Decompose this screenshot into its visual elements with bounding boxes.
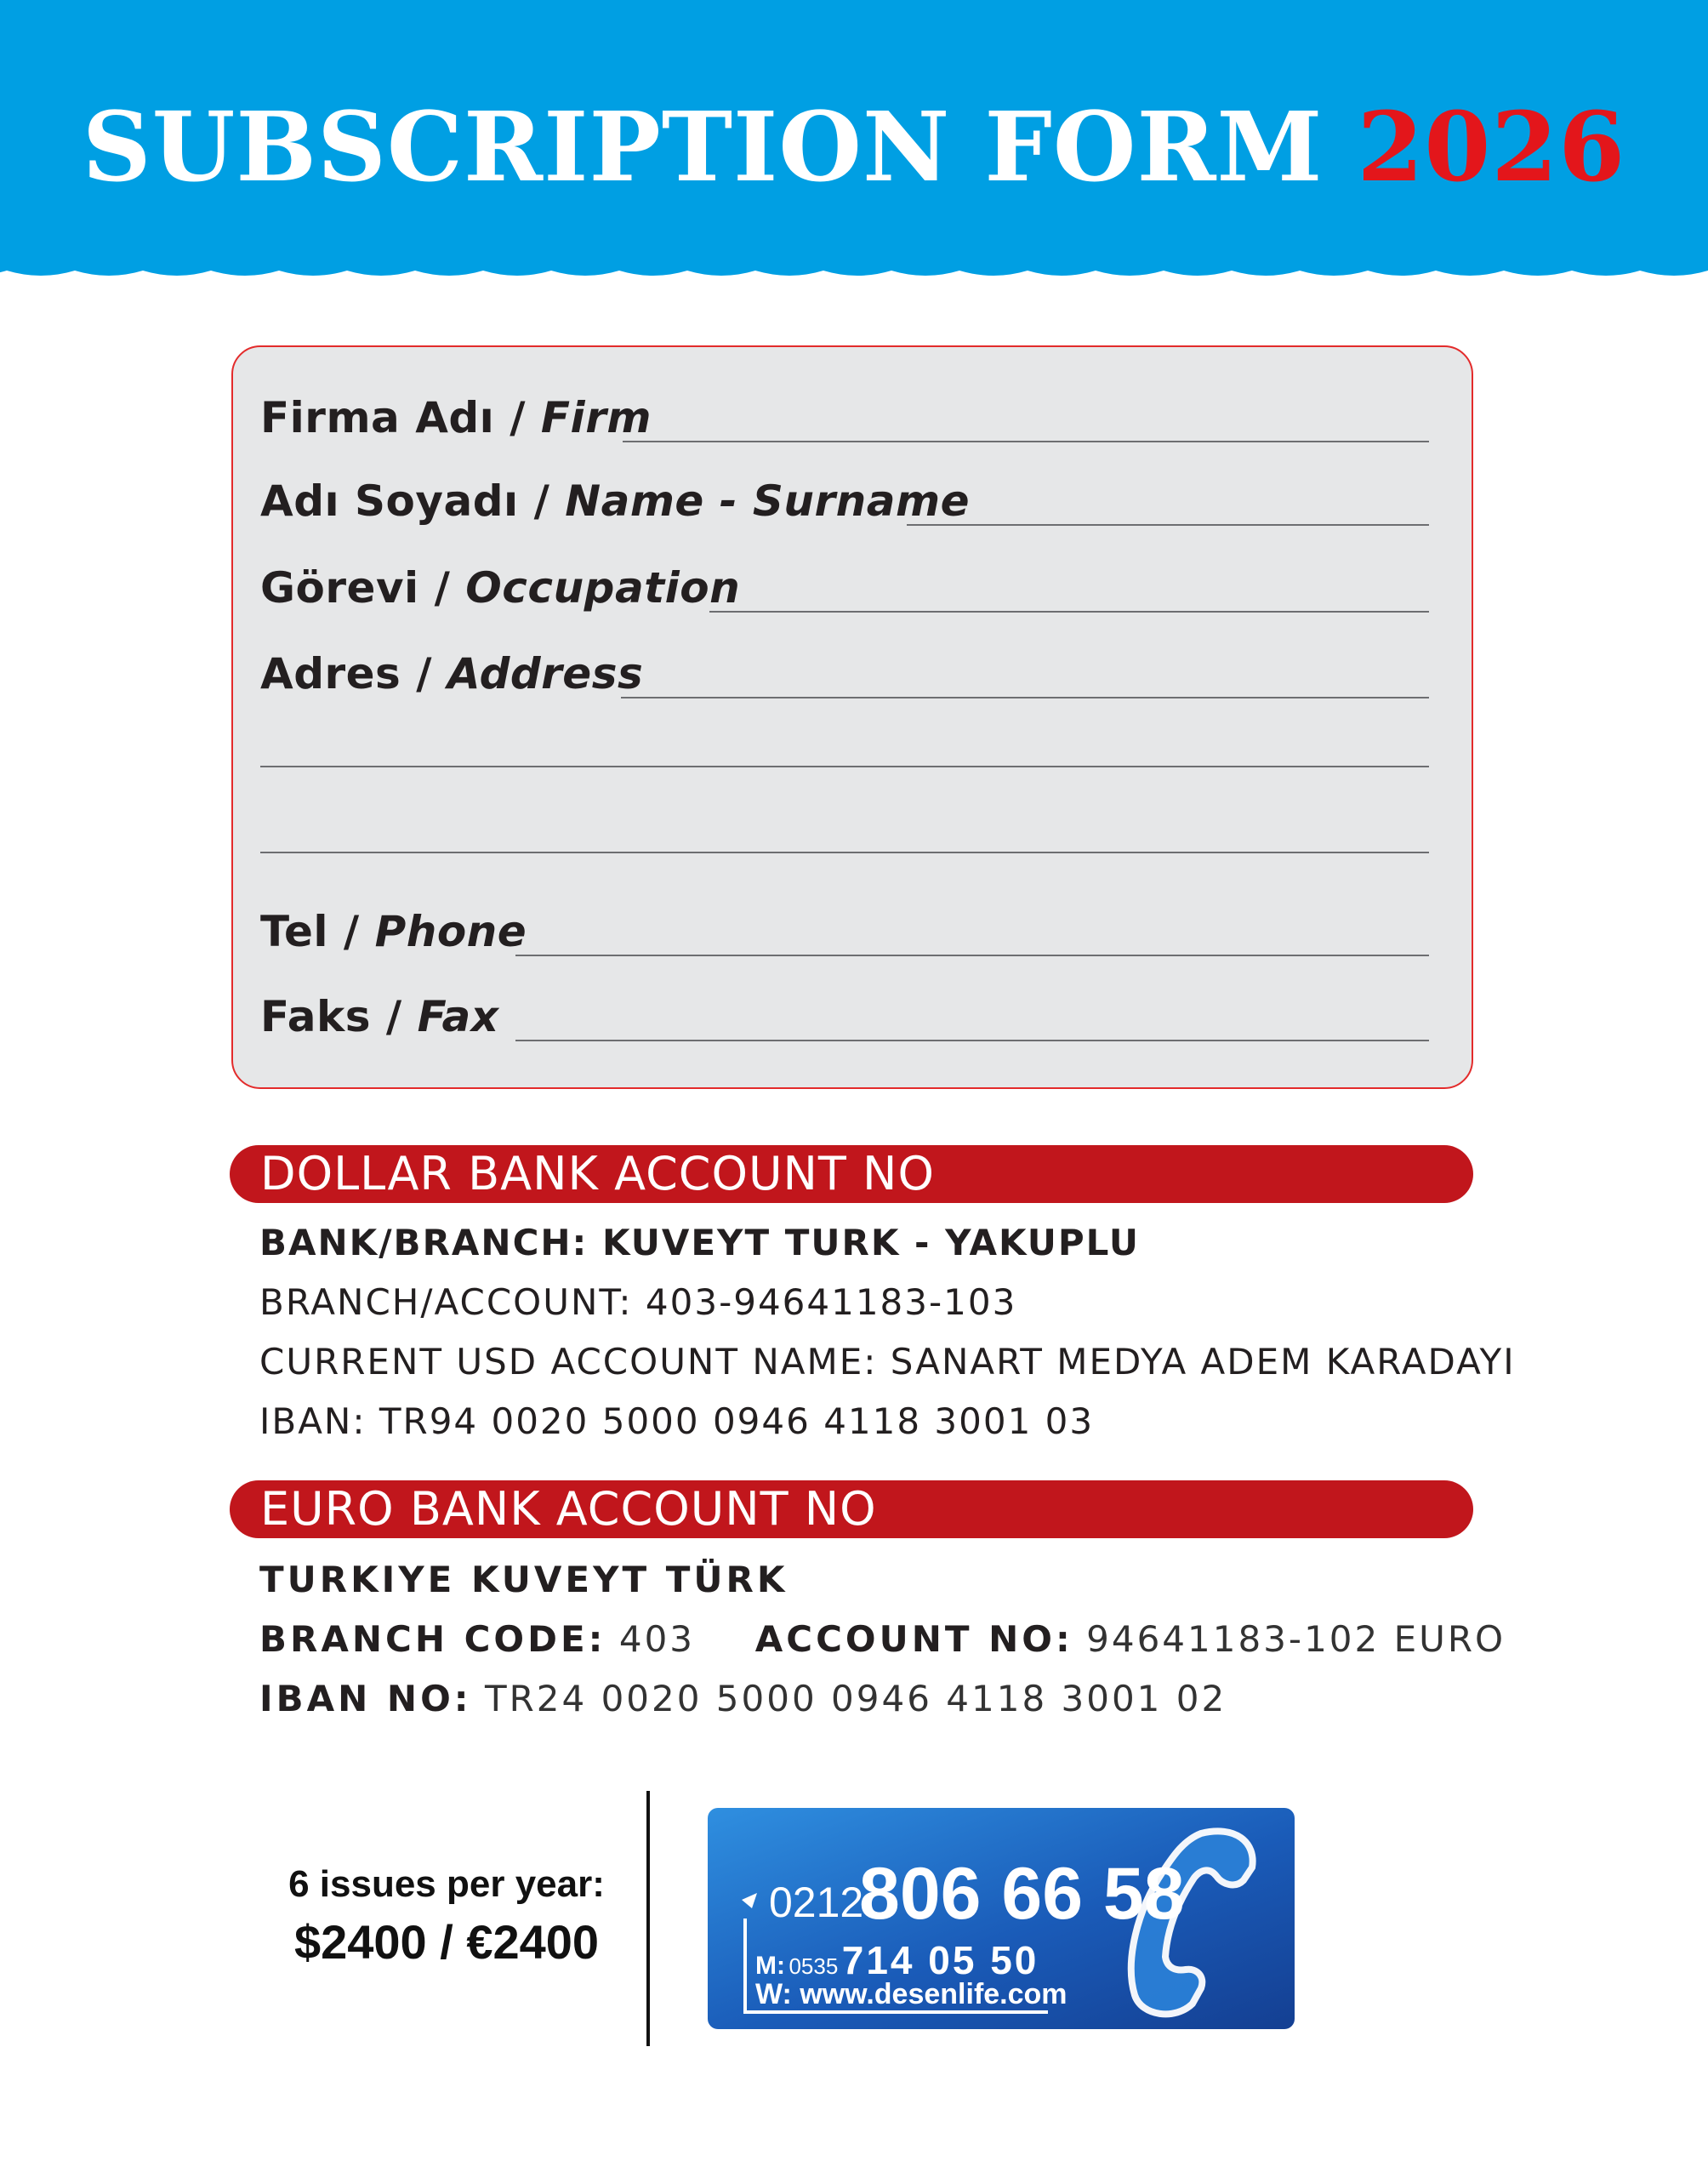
- issues-per-year: 6 issues per year:: [288, 1863, 605, 1905]
- dollar-bank-branch: BANK/BRANCH: KUVEYT TURK - YAKUPLU: [259, 1222, 1141, 1263]
- occupation-label: Görevi / Occupation: [260, 563, 741, 613]
- address-input-line[interactable]: [621, 697, 1429, 698]
- header-band: [0, 0, 1708, 294]
- page-title: [0, 92, 1708, 203]
- dollar-account-name: CURRENT USD ACCOUNT NAME: SANART MEDYA ADEM KARADAYI: [259, 1341, 1516, 1383]
- dollar-iban: IBAN: TR94 0020 5000 0946 4118 3001 03: [259, 1400, 1095, 1442]
- dollar-account-heading: DOLLAR BANK ACCOUNT NO: [260, 1147, 935, 1200]
- occupation-field[interactable]: [233, 562, 1472, 613]
- fax-field[interactable]: [233, 990, 1472, 1041]
- dollar-branch-account: BRANCH/ACCOUNT: 403-94641183-103: [259, 1281, 1017, 1323]
- mobile-label: M:: [755, 1952, 785, 1980]
- mobile-prefix: 0535: [789, 1953, 839, 1979]
- euro-account-heading: EURO BANK ACCOUNT NO: [260, 1482, 877, 1536]
- firm-field[interactable]: [233, 391, 1472, 442]
- vertical-divider: [646, 1791, 650, 2046]
- subscriber-form: [231, 345, 1473, 1089]
- occupation-input-line[interactable]: [709, 611, 1429, 613]
- firm-label: Firma Adı / Firm: [260, 393, 652, 442]
- euro-bank-name: TURKIYE KUVEYT TÜRK: [259, 1559, 789, 1600]
- address-label: Adres / Address: [260, 649, 644, 698]
- website-line: [755, 1978, 1068, 2011]
- fax-label: Faks / Fax: [260, 992, 499, 1041]
- phone-field[interactable]: [233, 905, 1472, 956]
- phone-input-line[interactable]: [515, 955, 1429, 956]
- address-line-2[interactable]: [260, 766, 1429, 767]
- phone-prefix: 0212: [769, 1879, 864, 1926]
- phone-label: Tel / Phone: [260, 907, 527, 956]
- name-label: Adı Soyadı / Name - Surname: [260, 476, 971, 526]
- fax-input-line[interactable]: [515, 1040, 1429, 1041]
- mobile-number[interactable]: 714 05 50: [841, 1938, 1039, 1982]
- contact-card: [708, 1808, 1295, 2029]
- branch-code-label: BRANCH CODE:: [259, 1618, 606, 1660]
- mobile-line: [755, 1937, 1039, 1983]
- dollar-account-heading-bar: [230, 1145, 1473, 1203]
- account-no-value: 94641183-102 EURO: [1086, 1618, 1506, 1660]
- branch-code-value: 403: [618, 1618, 696, 1660]
- euro-iban: [259, 1678, 1227, 1719]
- euro-account-heading-bar: [230, 1480, 1473, 1538]
- address-field[interactable]: [233, 647, 1472, 698]
- web-label: W:: [755, 1978, 792, 2010]
- website-link[interactable]: www.desenlife.com: [800, 1978, 1068, 2010]
- euro-branch-account: [259, 1618, 1506, 1660]
- address-line-3[interactable]: [260, 852, 1429, 853]
- euro-iban-value: TR24 0020 5000 0946 4118 3001 02: [484, 1678, 1227, 1719]
- subscription-price: $2400 / €2400: [293, 1915, 600, 1969]
- account-no-label: ACCOUNT NO:: [754, 1618, 1073, 1660]
- phone-number[interactable]: 806 66 58: [859, 1853, 1185, 1935]
- name-field[interactable]: [233, 475, 1472, 526]
- title-year: 2026: [1357, 92, 1626, 203]
- firm-input-line[interactable]: [623, 441, 1429, 442]
- euro-iban-label: IBAN NO:: [259, 1678, 472, 1719]
- title-text: SUBSCRIPTION FORM: [82, 92, 1324, 203]
- name-input-line[interactable]: [907, 524, 1429, 526]
